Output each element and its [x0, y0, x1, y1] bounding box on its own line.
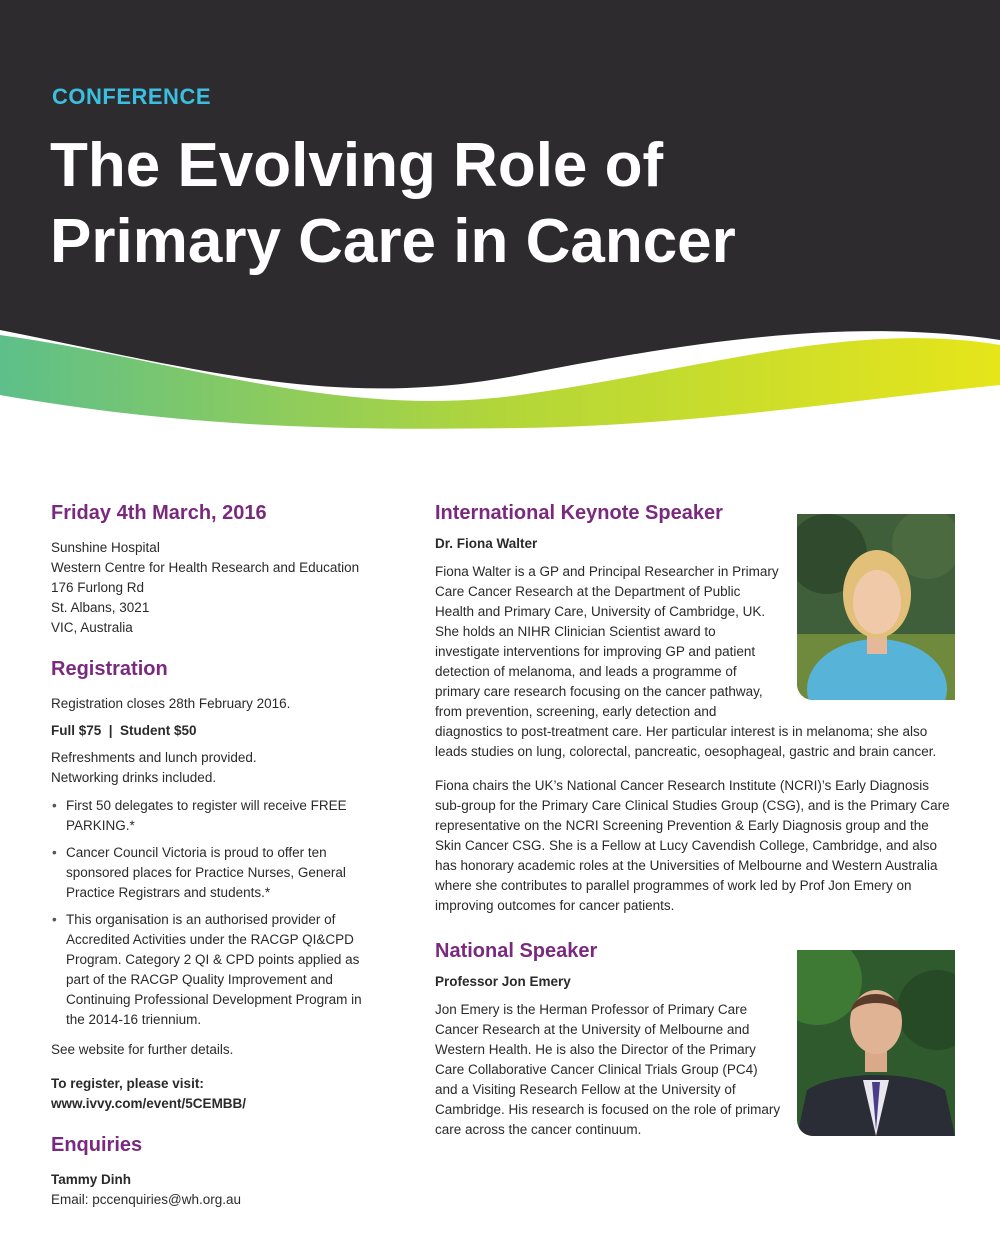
list-item: • This organisation is an authorised provider of Accredited Activities under the RACGP QI&CPD Program. Category 2 QI & CPD points applied as part of the RACGP Quality Improvement and Continuing Professional Development Program in the 2014-16 triennium. — [51, 910, 381, 1030]
keynote-bio-2: Fiona chairs the UK’s National Cancer Research Institute (NCRI)’s Early Diagnosis sub-group for the Primary Care Clinical Studies Group (CSG), and is the Primary Care representative on the NCRI Screening Prevention & Early Diagnosis group and the Skin Cancer CSG. She is a Fellow at Lucy Cavendish College, Cambridge, and also has honorary academic roles at the Universities of Melbourne and Western Australia where she contributes to parallel programmes of work led by Prof Jon Emery on improving outcomes for cancer patients. — [435, 778, 950, 913]
left-column — [51, 500, 381, 1210]
right-column — [435, 500, 955, 1144]
registration-closes: Registration closes 28th February 2016. — [51, 696, 291, 711]
national-heading: National Speaker — [435, 940, 598, 962]
registration-heading: Registration — [51, 658, 168, 680]
keynote-block — [435, 534, 955, 916]
enquiries-contact-name: Tammy Dinh — [51, 1172, 132, 1187]
national-speaker-name: Professor Jon Emery — [435, 974, 571, 989]
refreshments-line: Refreshments and lunch provided. — [51, 750, 257, 765]
event-date: Friday 4th March, 2016 — [51, 502, 267, 524]
keynote-bio-1: Fiona Walter is a GP and Principal Researcher in Primary Care Cancer Research at the Department of Public Health and Primary Care, University of Cambridge, UK. She holds an NIHR Clinician Scientist award to investigate interventions for improving GP and patient detection of melanoma, and leads a programme of primary care research focusing on the cancer pathway, from prevention, screening, early detection and diagnostics to post-treatment care. Her particular interest is in melanoma; she also leads studies on lung, colorectal, pancreatic, oesophageal, gastric and brain cancer. — [435, 564, 937, 759]
conference-label: CONFERENCE — [52, 84, 212, 109]
keynote-speaker-name: Dr. Fiona Walter — [435, 536, 538, 551]
list-item: • Cancer Council Victoria is proud to offer ten sponsored places for Practice Nurses, General Practice Registrars and students.* — [51, 843, 381, 903]
website-note: See website for further details. — [51, 1042, 234, 1057]
keynote-heading: International Keynote Speaker — [435, 502, 723, 524]
address-line: Western Centre for Health Research and Education — [51, 560, 360, 575]
title-line-2: Primary Care in Cancer — [50, 207, 736, 276]
enquiries-heading: Enquiries — [51, 1134, 143, 1156]
list-item: • First 50 delegates to register will receive FREE PARKING.* — [51, 796, 381, 836]
venue-address — [51, 538, 381, 638]
page-title — [50, 128, 950, 280]
registration-bullets — [51, 796, 381, 1030]
address-line: VIC, Australia — [51, 620, 133, 635]
register-link[interactable]: www.ivvy.com/event/5CEMBB/ — [51, 1096, 247, 1111]
national-speaker-photo — [797, 950, 955, 1136]
networking-line: Networking drinks included. — [51, 770, 217, 785]
registration-prices: Full $75 | Student $50 — [51, 723, 197, 738]
address-line: St. Albans, 3021 — [51, 600, 150, 615]
title-line-1: The Evolving Role of — [50, 131, 664, 200]
enquiries-email[interactable]: Email: pccenquiries@wh.org.au — [51, 1192, 242, 1207]
header-banner — [0, 0, 1000, 430]
refreshments-note — [51, 748, 381, 788]
address-line: Sunshine Hospital — [51, 540, 160, 555]
keynote-speaker-photo — [797, 514, 955, 700]
national-bio: Jon Emery is the Herman Professor of Primary Care Cancer Research at the University of Melbourne and Western Health. He is also the Director of the Primary Care Collaborative Cancer Clinical Trials Group (PC4) and a Visiting Research Fellow at the University of Cambridge. His research is focused on the role of primary care across the cancer continuum. — [435, 1002, 781, 1137]
address-line: 176 Furlong Rd — [51, 580, 145, 595]
national-block — [435, 972, 955, 1140]
register-label: To register, please visit: — [51, 1076, 204, 1091]
